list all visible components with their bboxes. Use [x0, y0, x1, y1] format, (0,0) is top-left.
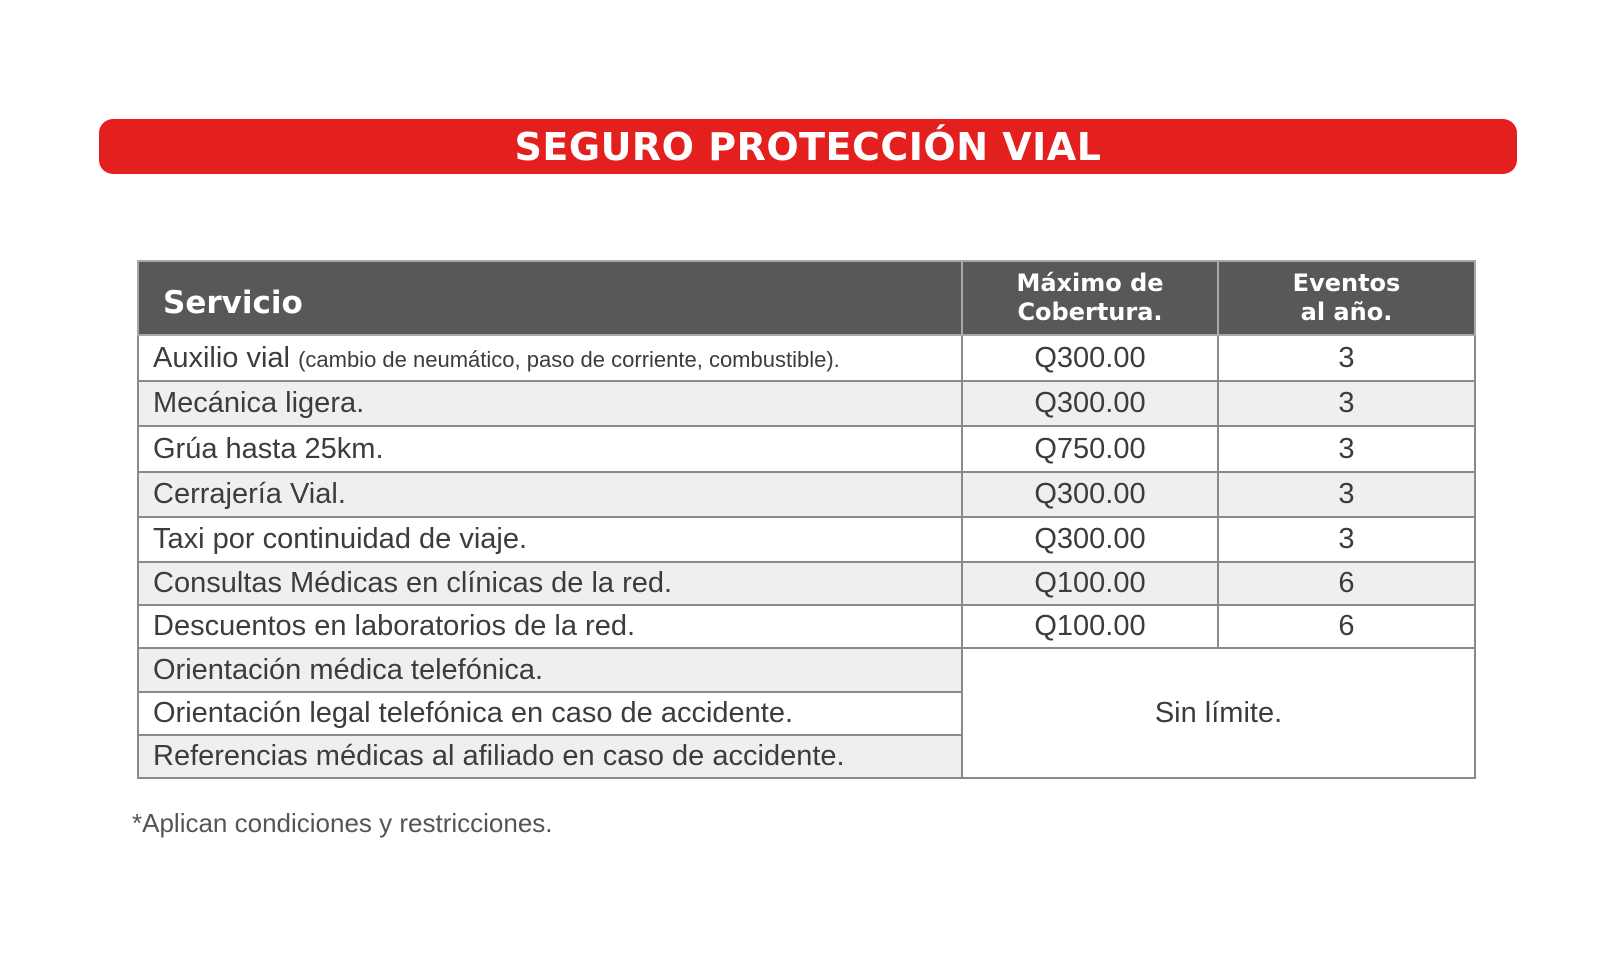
- footnote: *Aplican condiciones y restricciones.: [132, 808, 553, 838]
- service-cell: Referencias médicas al afiliado en caso de accidente.: [138, 735, 962, 778]
- service-cell: Grúa hasta 25km.: [138, 426, 962, 472]
- header-max-coverage-line2: Cobertura.: [1017, 298, 1163, 326]
- header-service: Servicio: [138, 261, 962, 335]
- table-row: [138, 562, 1475, 605]
- service-cell: Mecánica ligera.: [138, 381, 962, 426]
- table-row: [138, 605, 1475, 648]
- page-title: SEGURO PROTECCIÓN VIAL: [514, 124, 1102, 169]
- coverage-cell: Q300.00: [962, 472, 1218, 517]
- service-cell: Cerrajería Vial.: [138, 472, 962, 517]
- table-row: [138, 648, 1475, 692]
- coverage-cell: Q300.00: [962, 381, 1218, 426]
- table-header-row: [138, 261, 1475, 335]
- header-events-line2: al año.: [1300, 298, 1393, 326]
- table-row: [138, 426, 1475, 472]
- coverage-cell: Q300.00: [962, 517, 1218, 562]
- events-cell: 3: [1218, 426, 1475, 472]
- events-cell: 3: [1218, 517, 1475, 562]
- header-max-coverage-line1: Máximo de: [1016, 269, 1164, 297]
- service-name: Auxilio vial: [153, 341, 290, 374]
- coverage-cell: Q750.00: [962, 426, 1218, 472]
- events-cell: 3: [1218, 472, 1475, 517]
- service-cell: Consultas Médicas en clínicas de la red.: [138, 562, 962, 605]
- header-events-line1: Eventos: [1292, 269, 1401, 297]
- service-note: (cambio de neumático, paso de corriente, combustible).: [298, 346, 840, 372]
- coverage-cell: Q300.00: [962, 335, 1218, 381]
- header-max-coverage: [962, 261, 1218, 335]
- table-row: [138, 381, 1475, 426]
- service-cell: Orientación legal telefónica en caso de accidente.: [138, 692, 962, 735]
- service-cell: Descuentos en laboratorios de la red.: [138, 605, 962, 648]
- service-cell: Taxi por continuidad de viaje.: [138, 517, 962, 562]
- coverage-cell: Q100.00: [962, 562, 1218, 605]
- coverage-cell: Q100.00: [962, 605, 1218, 648]
- table-row: [138, 472, 1475, 517]
- unlimited-cell: Sin límite.: [962, 648, 1475, 778]
- coverage-table: [137, 260, 1476, 779]
- events-cell: 6: [1218, 605, 1475, 648]
- table-row: [138, 335, 1475, 381]
- table-row: [138, 517, 1475, 562]
- service-cell: [138, 335, 962, 381]
- title-banner: [99, 119, 1517, 174]
- events-cell: 3: [1218, 335, 1475, 381]
- events-cell: 3: [1218, 381, 1475, 426]
- service-cell: Orientación médica telefónica.: [138, 648, 962, 692]
- events-cell: 6: [1218, 562, 1475, 605]
- header-events: [1218, 261, 1475, 335]
